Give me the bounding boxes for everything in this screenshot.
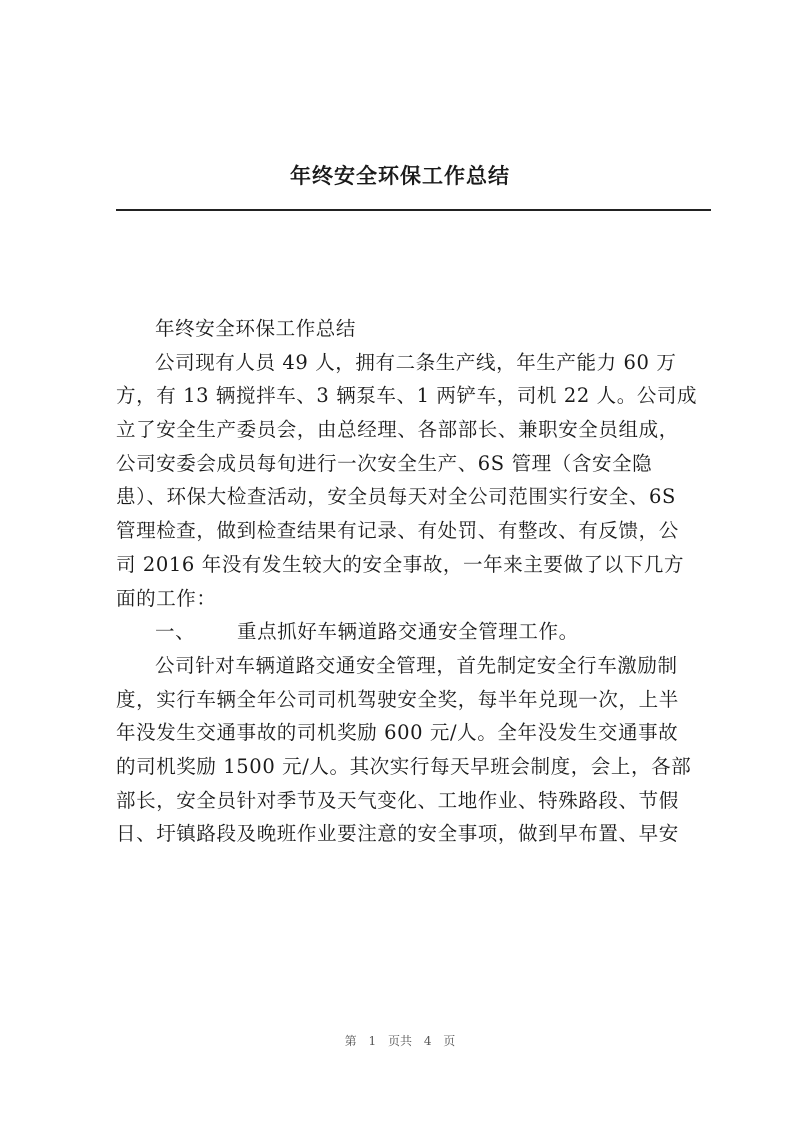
footer-prefix: 第 (344, 1034, 357, 1048)
body-line: 患）、环保大检查活动，安全员每天对全公司范围实行安全、6S (116, 485, 676, 509)
page-footer (0, 1032, 800, 1049)
document-title: 年终安全环保工作总结 (290, 164, 510, 188)
body-line: 年没发生交通事故的司机奖励 600 元/人。全年没发生交通事故 (116, 721, 679, 745)
footer-mid: 页共 (387, 1034, 412, 1048)
section-heading-number: 一、 (155, 620, 196, 644)
body-line: 立了安全生产委员会，由总经理、各部部长、兼职安全员组成， (116, 418, 679, 442)
footer-total-pages: 4 (423, 1034, 432, 1048)
footer-suffix: 页 (443, 1034, 456, 1048)
body-line: 公司现有人员 49 人，拥有二条生产线，年生产能力 60 万 (155, 350, 677, 374)
body-line: 度，实行车辆全年公司司机驾驶安全奖，每半年兑现一次，上半 (116, 687, 679, 711)
section-heading-text: 重点抓好车辆道路交通安全管理工作。 (237, 620, 579, 644)
footer-page-number: 1 (368, 1034, 377, 1048)
body-line: 年终安全环保工作总结 (155, 317, 357, 340)
body-line: 管理检查，做到检查结果有记录、有处罚、有整改、有反馈，公 (116, 519, 679, 543)
body-line: 部长，安全员针对季节及天气变化、工地作业、特殊路段、节假 (116, 788, 679, 812)
body-line: 方，有 13 辆搅拌车、3 辆泵车、1 两铲车，司机 22 人。公司成 (116, 384, 698, 408)
body-line: 面的工作： (116, 586, 217, 610)
section-heading (116, 615, 711, 649)
title-divider (116, 209, 711, 211)
body-line: 日、圩镇路段及晚班作业要注意的安全事项，做到早布置、早安 (116, 822, 679, 846)
body-line: 的司机奖励 1500 元/人。其次实行每天早班会制度，会上，各部 (116, 754, 692, 778)
body-line: 公司安委会成员每旬进行一次安全生产、6S 管理（含安全隐 (116, 451, 653, 475)
document-body (116, 312, 711, 851)
body-line: 司 2016 年没有发生较大的安全事故，一年来主要做了以下几方 (116, 552, 685, 576)
body-line: 公司针对车辆道路交通安全管理，首先制定安全行车激励制 (155, 653, 678, 677)
